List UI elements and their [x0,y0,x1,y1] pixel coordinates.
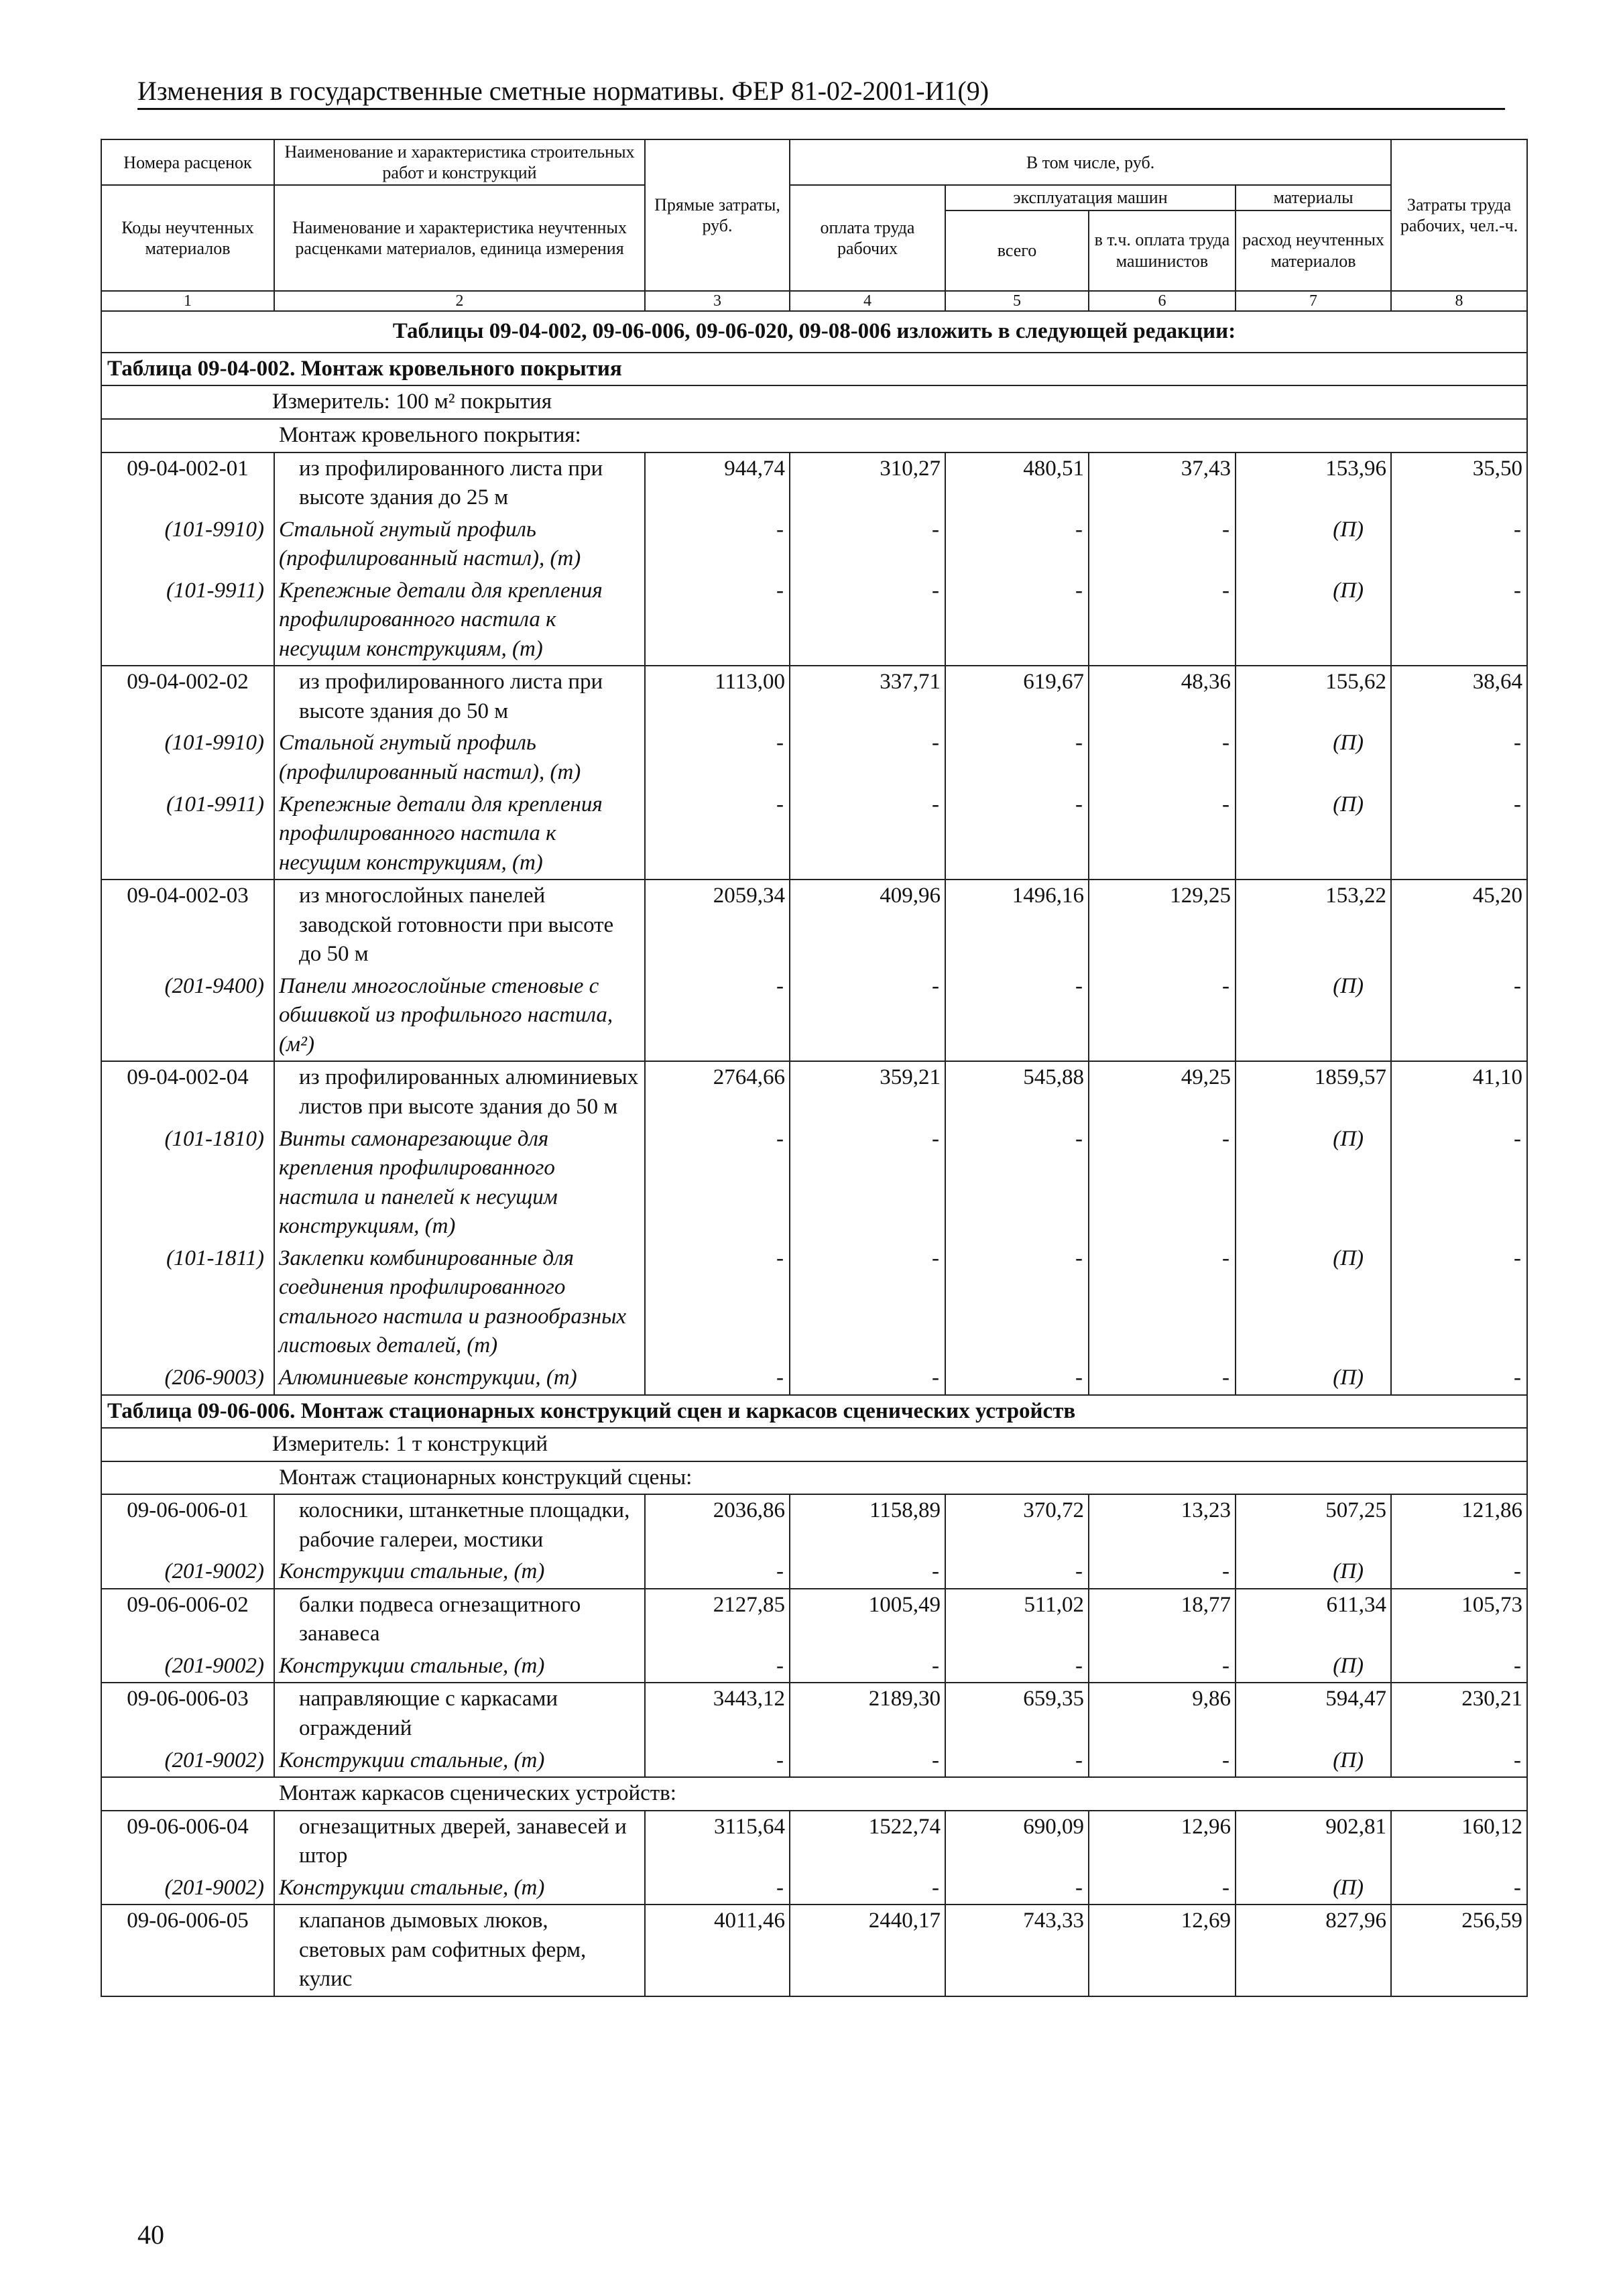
material-name: Крепежные детали для крепления профилированного настила к несущим конструкциям, (т) [274,789,645,880]
table-title: Таблица 09-06-006. Монтаж стационарных конструкций сцен и каркасов сценических устройств [101,1395,1527,1429]
col8-header: Затраты труда рабочих, чел.-ч. [1391,139,1527,291]
dash-cell: - [945,1243,1089,1362]
rate-value: 48,36 [1089,666,1236,727]
material-name: Стальной гнутый профиль (профилированный настил), (т) [274,727,645,788]
rate-value: 480,51 [945,452,1089,514]
dash-cell: - [945,1872,1089,1905]
rate-name: из профилированного листа при высоте здания до 25 м [274,452,645,514]
group-header: В том числе, руб. [790,139,1391,185]
material-row [101,789,1527,880]
rate-value: 310,27 [790,452,945,514]
rate-value: 902,81 [1236,1811,1391,1872]
rate-value: 230,21 [1391,1683,1527,1744]
table-body [101,311,1527,1996]
dash-cell: - [645,1556,790,1589]
rate-code: 09-06-006-03 [101,1683,274,1744]
rate-value: 545,88 [945,1061,1089,1123]
dash-cell: - [790,514,945,575]
group-heading: Монтаж каркасов сценических устройств: [101,1777,1527,1811]
dash-cell: - [1391,575,1527,666]
dash-cell: - [1089,1650,1236,1683]
material-code: (101-9910) [101,514,274,575]
material-code: (201-9400) [101,971,274,1062]
rate-row [101,1683,1527,1744]
material-code: (101-9911) [101,789,274,880]
rate-row [101,452,1527,514]
rate-row [101,1061,1527,1123]
rate-code: 09-06-006-01 [101,1494,274,1556]
rate-value: 155,62 [1236,666,1391,727]
rate-value: 160,12 [1391,1811,1527,1872]
material-row [101,971,1527,1062]
unaccounted-marker: (П) [1236,1243,1391,1362]
rate-row [101,1905,1527,1996]
rate-value: 129,25 [1089,880,1236,971]
unaccounted-marker: (П) [1236,727,1391,788]
rate-value: 4011,46 [645,1905,790,1996]
dash-cell: - [945,789,1089,880]
dash-cell: - [1089,1243,1236,1362]
material-name: Конструкции стальные, (т) [274,1650,645,1683]
rate-name: из профилированных алюминиевых листов при высоте здания до 50 м [274,1061,645,1123]
rate-code: 09-06-006-02 [101,1589,274,1650]
dash-cell: - [645,1872,790,1905]
unaccounted-marker: (П) [1236,971,1391,1062]
material-name: Крепежные детали для крепления профилированного настила к несущим конструкциям, (т) [274,575,645,666]
rate-row [101,1811,1527,1872]
unaccounted-marker: (П) [1236,1650,1391,1683]
material-name: Заклепки комбинированные для соединения профилированного стального настила и разнообразных листовых деталей, (т) [274,1243,645,1362]
banner-text: Таблицы 09-04-002, 09-06-006, 09-06-020, 09-08-006 изложить в следующей редакции: [101,311,1527,353]
dash-cell: - [1391,1745,1527,1778]
rate-value: 2059,34 [645,880,790,971]
material-code: (201-9002) [101,1872,274,1905]
rate-value: 1158,89 [790,1494,945,1556]
rate-value: 12,96 [1089,1811,1236,1872]
rate-value: 3115,64 [645,1811,790,1872]
material-code: (101-1811) [101,1243,274,1362]
dash-cell: - [790,575,945,666]
material-name: Панели многослойные стеновые с обшивкой из профильного настила, (м²) [274,971,645,1062]
material-row [101,1556,1527,1589]
material-row [101,1650,1527,1683]
dash-cell: - [945,727,1089,788]
dash-cell: - [645,1362,790,1395]
table-title: Таблица 09-04-002. Монтаж кровельного покрытия [101,353,1527,386]
dash-cell: - [1089,1745,1236,1778]
rate-name: огнезащитных дверей, занавесей и штор [274,1811,645,1872]
rate-value: 37,43 [1089,452,1236,514]
rate-row [101,1494,1527,1556]
dash-cell: - [1391,1124,1527,1243]
dash-cell: - [1391,789,1527,880]
dash-cell: - [790,1745,945,1778]
rate-name: балки подвеса огнезащитного занавеса [274,1589,645,1650]
rate-row [101,666,1527,727]
dash-cell: - [790,1650,945,1683]
material-row [101,514,1527,575]
dash-cell: - [1089,971,1236,1062]
material-name: Винты самонарезающие для крепления профилированного настила и панелей к несущим конструкциям, (т) [274,1124,645,1243]
dash-cell: - [1391,1556,1527,1589]
materials-header: материалы [1236,185,1391,210]
rate-value: 2127,85 [645,1589,790,1650]
rate-value: 507,25 [1236,1494,1391,1556]
dash-cell: - [945,971,1089,1062]
dash-cell: - [645,1745,790,1778]
dash-cell: - [945,575,1089,666]
dash-cell: - [945,1362,1089,1395]
col1-bottom-header: Коды неучтенных материалов [101,185,274,290]
material-code: (101-9911) [101,575,274,666]
material-row [101,1362,1527,1395]
material-row [101,1745,1527,1778]
dash-cell: - [790,1124,945,1243]
rate-value: 1522,74 [790,1811,945,1872]
rate-value: 619,67 [945,666,1089,727]
rate-value: 3443,12 [645,1683,790,1744]
group-heading-row [101,419,1527,452]
unaccounted-marker: (П) [1236,575,1391,666]
dash-cell: - [945,514,1089,575]
dash-cell: - [645,789,790,880]
material-row [101,1872,1527,1905]
rate-value: 743,33 [945,1905,1089,1996]
group-heading: Монтаж кровельного покрытия: [101,419,1527,452]
dash-cell: - [645,1243,790,1362]
dash-cell: - [945,1745,1089,1778]
rate-name: из многослойных панелей заводской готовности при высоте до 50 м [274,880,645,971]
rate-name: колосники, штанкетные площадки, рабочие галереи, мостики [274,1494,645,1556]
dash-cell: - [945,1556,1089,1589]
group-heading: Монтаж стационарных конструкций сцены: [101,1461,1527,1495]
rate-value: 2036,86 [645,1494,790,1556]
rate-value: 105,73 [1391,1589,1527,1650]
dash-cell: - [645,727,790,788]
dash-cell: - [645,575,790,666]
rate-code: 09-06-006-04 [101,1811,274,1872]
meter-text: Измеритель: 1 т конструкций [101,1428,1527,1461]
material-code: (206-9003) [101,1362,274,1395]
dash-cell: - [1089,1556,1236,1589]
rate-value: 690,09 [945,1811,1089,1872]
machines-header: эксплуатация машин [945,185,1236,210]
unaccounted-marker: (П) [1236,1124,1391,1243]
dash-cell: - [1391,1362,1527,1395]
unaccounted-marker: (П) [1236,1745,1391,1778]
material-code: (201-9002) [101,1650,274,1683]
dash-cell: - [645,1650,790,1683]
unaccounted-marker: (П) [1236,1556,1391,1589]
rate-value: 2189,30 [790,1683,945,1744]
group-heading-row [101,1777,1527,1811]
rate-value: 2764,66 [645,1061,790,1123]
page-header: Изменения в государственные сметные нормативы. ФЕР 81-02-2001-И1(9) [137,75,1505,110]
rate-code: 09-04-002-01 [101,452,274,514]
table-title-row [101,1395,1527,1429]
rate-value: 13,23 [1089,1494,1236,1556]
norms-table [101,139,1528,1997]
material-code: (201-9002) [101,1745,274,1778]
rate-value: 1113,00 [645,666,790,727]
dash-cell: - [790,971,945,1062]
material-name: Конструкции стальные, (т) [274,1556,645,1589]
col4-header: оплата труда рабочих [790,185,945,290]
material-row [101,1124,1527,1243]
rate-code: 09-06-006-05 [101,1905,274,1996]
rate-value: 49,25 [1089,1061,1236,1123]
banner-row [101,311,1527,353]
dash-cell: - [1089,727,1236,788]
col2-top-header: Наименование и характеристика строительных работ и конструкций [274,139,645,185]
rate-value: 256,59 [1391,1905,1527,1996]
rate-name: клапанов дымовых люков, световых рам софитных ферм, кулис [274,1905,645,1996]
dash-cell: - [1391,1243,1527,1362]
unaccounted-marker: (П) [1236,1362,1391,1395]
dash-cell: - [1089,789,1236,880]
dash-cell: - [790,1362,945,1395]
dash-cell: - [790,1556,945,1589]
dash-cell: - [790,727,945,788]
page-number: 40 [137,2220,164,2250]
rate-value: 2440,17 [790,1905,945,1996]
dash-cell: - [790,789,945,880]
col7-header: расход неучтенных материалов [1236,210,1391,291]
rate-value: 153,22 [1236,880,1391,971]
rate-value: 153,96 [1236,452,1391,514]
dash-cell: - [945,1124,1089,1243]
dash-cell: - [945,1650,1089,1683]
material-row [101,727,1527,788]
rate-value: 9,86 [1089,1683,1236,1744]
col3-header: Прямые затраты, руб. [645,139,790,291]
col2-bottom-header: Наименование и характеристика неучтенных расценками материалов, единица измерения [274,185,645,290]
rate-row [101,880,1527,971]
col1-top-header: Номера расценок [101,139,274,185]
rate-value: 18,77 [1089,1589,1236,1650]
rate-value: 359,21 [790,1061,945,1123]
material-code: (201-9002) [101,1556,274,1589]
dash-cell: - [1089,1872,1236,1905]
column-numbers-row: 1 2 3 4 5 6 7 8 [101,291,1527,312]
rate-value: 35,50 [1391,452,1527,514]
dash-cell: - [1391,727,1527,788]
rate-code: 09-04-002-02 [101,666,274,727]
rate-name: направляющие с каркасами ограждений [274,1683,645,1744]
rate-code: 09-04-002-04 [101,1061,274,1123]
table-title-row [101,353,1527,386]
rate-value: 944,74 [645,452,790,514]
rate-value: 1005,49 [790,1589,945,1650]
dash-cell: - [1089,1124,1236,1243]
dash-cell: - [645,971,790,1062]
rate-value: 1859,57 [1236,1061,1391,1123]
dash-cell: - [1391,1650,1527,1683]
unaccounted-marker: (П) [1236,789,1391,880]
rate-value: 337,71 [790,666,945,727]
meter-row [101,1428,1527,1461]
dash-cell: - [1391,971,1527,1062]
unaccounted-marker: (П) [1236,1872,1391,1905]
dash-cell: - [1089,1362,1236,1395]
rate-row [101,1589,1527,1650]
rate-value: 121,86 [1391,1494,1527,1556]
material-name: Стальной гнутый профиль (профилированный настил), (т) [274,514,645,575]
col6-header: в т.ч. оплата труда машинистов [1089,210,1236,291]
rate-value: 409,96 [790,880,945,971]
rate-value: 12,69 [1089,1905,1236,1996]
meter-row [101,385,1527,419]
unaccounted-marker: (П) [1236,514,1391,575]
col5-header: всего [945,210,1089,291]
dash-cell: - [1089,514,1236,575]
dash-cell: - [1391,1872,1527,1905]
dash-cell: - [1391,514,1527,575]
rate-value: 370,72 [945,1494,1089,1556]
material-row [101,1243,1527,1362]
material-name: Алюминиевые конструкции, (т) [274,1362,645,1395]
group-heading-row [101,1461,1527,1495]
rate-value: 45,20 [1391,880,1527,971]
table-header [101,139,1527,311]
rate-value: 41,10 [1391,1061,1527,1123]
material-row [101,575,1527,666]
rate-value: 38,64 [1391,666,1527,727]
rate-value: 827,96 [1236,1905,1391,1996]
dash-cell: - [790,1872,945,1905]
rate-value: 611,34 [1236,1589,1391,1650]
dash-cell: - [790,1243,945,1362]
rate-value: 1496,16 [945,880,1089,971]
material-code: (101-1810) [101,1124,274,1243]
dash-cell: - [645,1124,790,1243]
rate-value: 594,47 [1236,1683,1391,1744]
dash-cell: - [645,514,790,575]
dash-cell: - [1089,575,1236,666]
rate-value: 511,02 [945,1589,1089,1650]
rate-name: из профилированного листа при высоте здания до 50 м [274,666,645,727]
rate-code: 09-04-002-03 [101,880,274,971]
material-name: Конструкции стальные, (т) [274,1745,645,1778]
material-name: Конструкции стальные, (т) [274,1872,645,1905]
rate-value: 659,35 [945,1683,1089,1744]
meter-text: Измеритель: 100 м² покрытия [101,385,1527,419]
material-code: (101-9910) [101,727,274,788]
